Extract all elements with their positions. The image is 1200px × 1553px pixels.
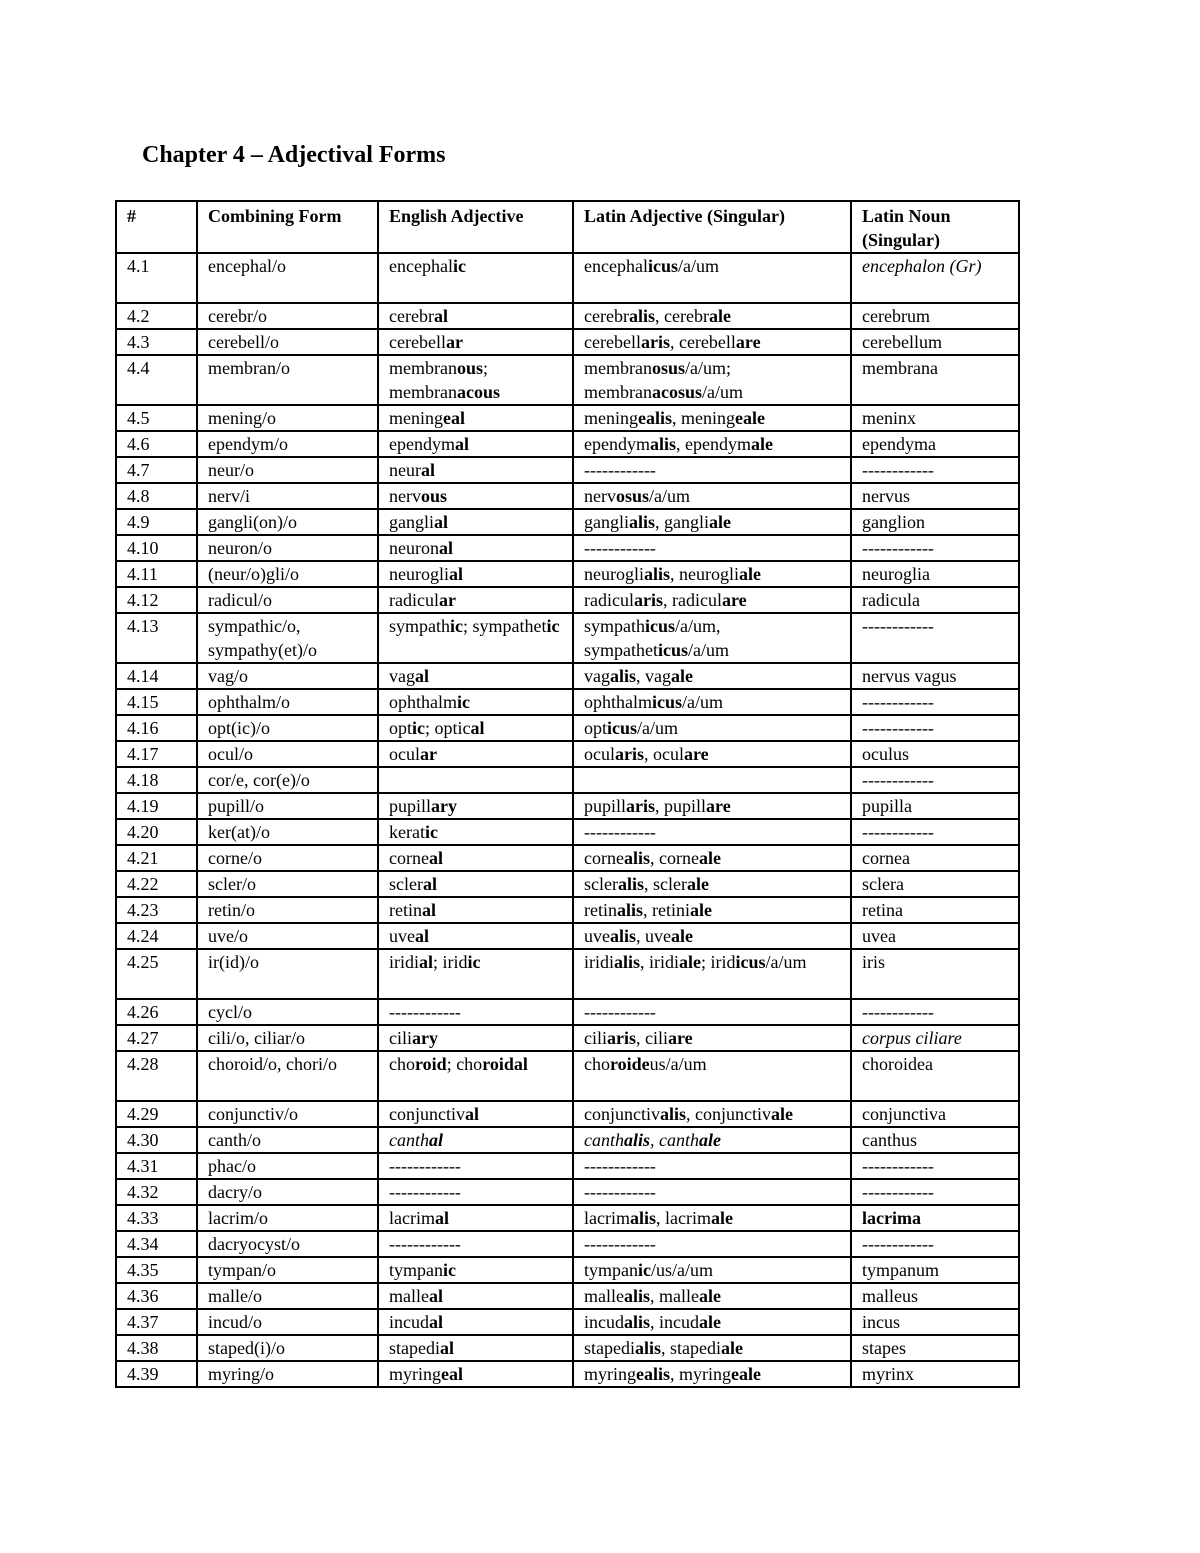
table-row xyxy=(116,303,1019,329)
column-header-combining-form: Combining Form xyxy=(197,201,378,253)
cell-english-adjective: corneal xyxy=(378,845,573,871)
cell-number: 4.6 xyxy=(116,431,197,457)
cell-number: 4.29 xyxy=(116,1101,197,1127)
cell-number: 4.18 xyxy=(116,767,197,793)
cell-combining-form: phac/o xyxy=(197,1153,378,1179)
table-row xyxy=(116,613,1019,663)
cell-latin-noun: ------------ xyxy=(851,1179,1019,1205)
cell-latin-noun: retina xyxy=(851,897,1019,923)
cell-latin-noun: nervus vagus xyxy=(851,663,1019,689)
cell-english-adjective: scleral xyxy=(378,871,573,897)
table-row xyxy=(116,1051,1019,1101)
table-row xyxy=(116,689,1019,715)
cell-english-adjective: cerebellar xyxy=(378,329,573,355)
column-header-latin-noun: Latin Noun (Singular) xyxy=(851,201,1019,253)
cell-number: 4.28 xyxy=(116,1051,197,1101)
cell-latin-adjective: pupillaris, pupillare xyxy=(573,793,851,819)
cell-latin-noun: ------------ xyxy=(851,613,1019,663)
cell-latin-adjective: scleralis, sclerale xyxy=(573,871,851,897)
cell-latin-noun: canthus xyxy=(851,1127,1019,1153)
cell-latin-noun: ------------ xyxy=(851,999,1019,1025)
cell-english-adjective: neural xyxy=(378,457,573,483)
table-body xyxy=(116,253,1019,1387)
cell-combining-form: ependym/o xyxy=(197,431,378,457)
cell-latin-noun: choroidea xyxy=(851,1051,1019,1101)
cell-number: 4.5 xyxy=(116,405,197,431)
cell-combining-form: myring/o xyxy=(197,1361,378,1387)
cell-number: 4.26 xyxy=(116,999,197,1025)
cell-english-adjective: ganglial xyxy=(378,509,573,535)
cell-latin-noun: corpus ciliare xyxy=(851,1025,1019,1051)
cell-latin-noun: tympanum xyxy=(851,1257,1019,1283)
column-header-number: # xyxy=(116,201,197,253)
cell-latin-adjective: membranosus/a/um; membranacosus/a/um xyxy=(573,355,851,405)
cell-number: 4.39 xyxy=(116,1361,197,1387)
cell-combining-form: conjunctiv/o xyxy=(197,1101,378,1127)
cell-number: 4.8 xyxy=(116,483,197,509)
cell-latin-adjective: neuroglialis, neurogliale xyxy=(573,561,851,587)
table-row xyxy=(116,1025,1019,1051)
cell-latin-adjective: sympathicus/a/um, sympatheticus/a/um xyxy=(573,613,851,663)
cell-combining-form: scler/o xyxy=(197,871,378,897)
cell-combining-form: pupill/o xyxy=(197,793,378,819)
cell-number: 4.35 xyxy=(116,1257,197,1283)
cell-combining-form: ocul/o xyxy=(197,741,378,767)
cell-latin-adjective: choroideus/a/um xyxy=(573,1051,851,1101)
cell-number: 4.23 xyxy=(116,897,197,923)
cell-latin-adjective: mallealis, malleale xyxy=(573,1283,851,1309)
cell-latin-adjective: ------------ xyxy=(573,535,851,561)
cell-combining-form: staped(i)/o xyxy=(197,1335,378,1361)
table-row xyxy=(116,897,1019,923)
table-row xyxy=(116,819,1019,845)
cell-english-adjective: ocular xyxy=(378,741,573,767)
cell-number: 4.17 xyxy=(116,741,197,767)
cell-english-adjective: neuroglial xyxy=(378,561,573,587)
cell-latin-noun: iris xyxy=(851,949,1019,999)
cell-latin-noun: ------------ xyxy=(851,535,1019,561)
cell-combining-form: cili/o, ciliar/o xyxy=(197,1025,378,1051)
cell-number: 4.21 xyxy=(116,845,197,871)
table-row xyxy=(116,253,1019,303)
page-title: Chapter 4 – Adjectival Forms xyxy=(142,142,446,168)
cell-latin-noun: ------------ xyxy=(851,1153,1019,1179)
cell-combining-form: dacry/o xyxy=(197,1179,378,1205)
table-row xyxy=(116,1231,1019,1257)
cell-latin-noun: cerebellum xyxy=(851,329,1019,355)
cell-number: 4.4 xyxy=(116,355,197,405)
table-row xyxy=(116,767,1019,793)
cell-number: 4.9 xyxy=(116,509,197,535)
cell-latin-noun: malleus xyxy=(851,1283,1019,1309)
cell-latin-adjective: myringealis, myringeale xyxy=(573,1361,851,1387)
cell-latin-noun: oculus xyxy=(851,741,1019,767)
cell-latin-noun: cerebrum xyxy=(851,303,1019,329)
cell-latin-noun: lacrima xyxy=(851,1205,1019,1231)
cell-english-adjective: canthal xyxy=(378,1127,573,1153)
cell-latin-adjective: ciliaris, ciliare xyxy=(573,1025,851,1051)
cell-latin-adjective: ophthalmicus/a/um xyxy=(573,689,851,715)
cell-combining-form: cerebell/o xyxy=(197,329,378,355)
table-row xyxy=(116,431,1019,457)
cell-latin-adjective: cornealis, corneale xyxy=(573,845,851,871)
cell-combining-form: mening/o xyxy=(197,405,378,431)
cell-latin-adjective: stapedialis, stapediale xyxy=(573,1335,851,1361)
cell-combining-form: ir(id)/o xyxy=(197,949,378,999)
cell-combining-form: membran/o xyxy=(197,355,378,405)
cell-latin-noun: pupilla xyxy=(851,793,1019,819)
table-row xyxy=(116,923,1019,949)
cell-number: 4.2 xyxy=(116,303,197,329)
table-row xyxy=(116,329,1019,355)
cell-combining-form: canth/o xyxy=(197,1127,378,1153)
table-row xyxy=(116,1179,1019,1205)
cell-english-adjective: myringeal xyxy=(378,1361,573,1387)
cell-latin-noun: ------------ xyxy=(851,767,1019,793)
table-row xyxy=(116,1127,1019,1153)
cell-latin-adjective: uvealis, uveale xyxy=(573,923,851,949)
cell-english-adjective: uveal xyxy=(378,923,573,949)
cell-number: 4.1 xyxy=(116,253,197,303)
cell-latin-adjective: lacrimalis, lacrimale xyxy=(573,1205,851,1231)
cell-combining-form: nerv/i xyxy=(197,483,378,509)
cell-latin-noun: ------------ xyxy=(851,715,1019,741)
cell-number: 4.14 xyxy=(116,663,197,689)
cell-latin-noun: ependyma xyxy=(851,431,1019,457)
cell-number: 4.10 xyxy=(116,535,197,561)
cell-latin-adjective: ------------ xyxy=(573,999,851,1025)
cell-latin-noun: incus xyxy=(851,1309,1019,1335)
cell-number: 4.11 xyxy=(116,561,197,587)
cell-latin-adjective: iridialis, iridiale; iridicus/a/um xyxy=(573,949,851,999)
cell-combining-form: malle/o xyxy=(197,1283,378,1309)
cell-latin-adjective: meningealis, meningeale xyxy=(573,405,851,431)
table-row xyxy=(116,715,1019,741)
cell-english-adjective: iridial; iridic xyxy=(378,949,573,999)
cell-latin-adjective: cerebralis, cerebrale xyxy=(573,303,851,329)
cell-number: 4.30 xyxy=(116,1127,197,1153)
cell-combining-form: cor/e, cor(e)/o xyxy=(197,767,378,793)
cell-english-adjective: ciliary xyxy=(378,1025,573,1051)
cell-combining-form: vag/o xyxy=(197,663,378,689)
cell-latin-noun: membrana xyxy=(851,355,1019,405)
cell-combining-form: ker(at)/o xyxy=(197,819,378,845)
cell-latin-adjective: vagalis, vagale xyxy=(573,663,851,689)
table-row xyxy=(116,741,1019,767)
cell-latin-noun: myrinx xyxy=(851,1361,1019,1387)
cell-english-adjective: sympathic; sympathetic xyxy=(378,613,573,663)
cell-combining-form: cerebr/o xyxy=(197,303,378,329)
table-row xyxy=(116,457,1019,483)
cell-number: 4.20 xyxy=(116,819,197,845)
cell-number: 4.3 xyxy=(116,329,197,355)
cell-latin-adjective: ------------ xyxy=(573,1153,851,1179)
cell-combining-form: radicul/o xyxy=(197,587,378,613)
cell-number: 4.16 xyxy=(116,715,197,741)
cell-english-adjective: optic; optical xyxy=(378,715,573,741)
cell-english-adjective: ophthalmic xyxy=(378,689,573,715)
cell-english-adjective: ------------ xyxy=(378,999,573,1025)
table-row xyxy=(116,845,1019,871)
table-row xyxy=(116,1361,1019,1387)
cell-combining-form: corne/o xyxy=(197,845,378,871)
cell-latin-noun: ------------ xyxy=(851,689,1019,715)
cell-latin-adjective: encephalicus/a/um xyxy=(573,253,851,303)
cell-english-adjective: cerebral xyxy=(378,303,573,329)
cell-combining-form: ophthalm/o xyxy=(197,689,378,715)
cell-latin-noun: ------------ xyxy=(851,819,1019,845)
cell-number: 4.32 xyxy=(116,1179,197,1205)
table-row xyxy=(116,1257,1019,1283)
cell-english-adjective: pupillary xyxy=(378,793,573,819)
cell-combining-form: (neur/o)gli/o xyxy=(197,561,378,587)
column-header-latin-adjective: Latin Adjective (Singular) xyxy=(573,201,851,253)
cell-number: 4.7 xyxy=(116,457,197,483)
cell-english-adjective: conjunctival xyxy=(378,1101,573,1127)
table-row xyxy=(116,355,1019,405)
table-row xyxy=(116,561,1019,587)
cell-english-adjective: tympanic xyxy=(378,1257,573,1283)
cell-number: 4.27 xyxy=(116,1025,197,1051)
cell-number: 4.37 xyxy=(116,1309,197,1335)
cell-latin-noun: conjunctiva xyxy=(851,1101,1019,1127)
cell-english-adjective: membranous; membranacous xyxy=(378,355,573,405)
table-row xyxy=(116,1153,1019,1179)
cell-number: 4.15 xyxy=(116,689,197,715)
table-row xyxy=(116,1283,1019,1309)
cell-english-adjective: vagal xyxy=(378,663,573,689)
table-row xyxy=(116,663,1019,689)
cell-number: 4.13 xyxy=(116,613,197,663)
table-row xyxy=(116,509,1019,535)
cell-english-adjective: choroid; choroidal xyxy=(378,1051,573,1101)
adjectival-forms-table xyxy=(115,200,1020,1388)
cell-latin-noun: ------------ xyxy=(851,1231,1019,1257)
column-header-english-adjective: English Adjective xyxy=(378,201,573,253)
cell-english-adjective: nervous xyxy=(378,483,573,509)
cell-number: 4.31 xyxy=(116,1153,197,1179)
cell-latin-adjective: conjunctivalis, conjunctivale xyxy=(573,1101,851,1127)
cell-latin-noun: sclera xyxy=(851,871,1019,897)
cell-latin-adjective: radicularis, radiculare xyxy=(573,587,851,613)
cell-latin-adjective: opticus/a/um xyxy=(573,715,851,741)
cell-english-adjective: neuronal xyxy=(378,535,573,561)
cell-combining-form: lacrim/o xyxy=(197,1205,378,1231)
cell-number: 4.25 xyxy=(116,949,197,999)
cell-combining-form: retin/o xyxy=(197,897,378,923)
cell-number: 4.24 xyxy=(116,923,197,949)
table-row xyxy=(116,587,1019,613)
table-header-row xyxy=(116,201,1019,253)
cell-english-adjective: keratic xyxy=(378,819,573,845)
table-row xyxy=(116,535,1019,561)
cell-latin-noun: uvea xyxy=(851,923,1019,949)
cell-english-adjective: malleal xyxy=(378,1283,573,1309)
cell-combining-form: uve/o xyxy=(197,923,378,949)
cell-latin-adjective: tympanic/us/a/um xyxy=(573,1257,851,1283)
table-row xyxy=(116,483,1019,509)
cell-latin-adjective: ------------ xyxy=(573,1231,851,1257)
cell-english-adjective: ------------ xyxy=(378,1153,573,1179)
cell-latin-noun: neuroglia xyxy=(851,561,1019,587)
cell-number: 4.36 xyxy=(116,1283,197,1309)
cell-number: 4.22 xyxy=(116,871,197,897)
cell-english-adjective xyxy=(378,767,573,793)
cell-combining-form: opt(ic)/o xyxy=(197,715,378,741)
cell-combining-form: sympathic/o, sympathy(et)/o xyxy=(197,613,378,663)
cell-english-adjective: stapedial xyxy=(378,1335,573,1361)
cell-english-adjective: radicular xyxy=(378,587,573,613)
table-row xyxy=(116,1335,1019,1361)
cell-combining-form: neur/o xyxy=(197,457,378,483)
cell-latin-adjective: ganglialis, gangliale xyxy=(573,509,851,535)
cell-latin-noun: stapes xyxy=(851,1335,1019,1361)
cell-english-adjective: ------------ xyxy=(378,1179,573,1205)
cell-latin-adjective: ocularis, oculare xyxy=(573,741,851,767)
cell-english-adjective: ependymal xyxy=(378,431,573,457)
cell-latin-noun: nervus xyxy=(851,483,1019,509)
table-row xyxy=(116,949,1019,999)
cell-combining-form: incud/o xyxy=(197,1309,378,1335)
cell-combining-form: encephal/o xyxy=(197,253,378,303)
cell-latin-adjective: ------------ xyxy=(573,457,851,483)
cell-latin-noun: encephalon (Gr) xyxy=(851,253,1019,303)
cell-number: 4.34 xyxy=(116,1231,197,1257)
cell-latin-noun: ganglion xyxy=(851,509,1019,535)
cell-latin-adjective: canthalis, canthale xyxy=(573,1127,851,1153)
table-row xyxy=(116,871,1019,897)
cell-latin-noun: ------------ xyxy=(851,457,1019,483)
cell-combining-form: dacryocyst/o xyxy=(197,1231,378,1257)
cell-combining-form: choroid/o, chori/o xyxy=(197,1051,378,1101)
cell-combining-form: gangli(on)/o xyxy=(197,509,378,535)
cell-english-adjective: incudal xyxy=(378,1309,573,1335)
cell-latin-adjective: incudalis, incudale xyxy=(573,1309,851,1335)
cell-latin-noun: radicula xyxy=(851,587,1019,613)
cell-latin-noun: cornea xyxy=(851,845,1019,871)
cell-combining-form: neuron/o xyxy=(197,535,378,561)
cell-combining-form: tympan/o xyxy=(197,1257,378,1283)
cell-latin-noun: meninx xyxy=(851,405,1019,431)
cell-number: 4.12 xyxy=(116,587,197,613)
cell-latin-adjective: ependymalis, ependymale xyxy=(573,431,851,457)
table-row xyxy=(116,1101,1019,1127)
table-row xyxy=(116,793,1019,819)
cell-combining-form: cycl/o xyxy=(197,999,378,1025)
cell-number: 4.19 xyxy=(116,793,197,819)
cell-latin-adjective: ------------ xyxy=(573,1179,851,1205)
cell-latin-adjective: retinalis, retiniale xyxy=(573,897,851,923)
cell-latin-adjective: cerebellaris, cerebellare xyxy=(573,329,851,355)
table-row xyxy=(116,999,1019,1025)
cell-english-adjective: lacrimal xyxy=(378,1205,573,1231)
cell-english-adjective: meningeal xyxy=(378,405,573,431)
cell-number: 4.38 xyxy=(116,1335,197,1361)
table-row xyxy=(116,1309,1019,1335)
cell-number: 4.33 xyxy=(116,1205,197,1231)
cell-english-adjective: encephalic xyxy=(378,253,573,303)
cell-latin-adjective: ------------ xyxy=(573,819,851,845)
cell-english-adjective: ------------ xyxy=(378,1231,573,1257)
table-row xyxy=(116,405,1019,431)
cell-english-adjective: retinal xyxy=(378,897,573,923)
cell-latin-adjective xyxy=(573,767,851,793)
table-row xyxy=(116,1205,1019,1231)
cell-latin-adjective: nervosus/a/um xyxy=(573,483,851,509)
